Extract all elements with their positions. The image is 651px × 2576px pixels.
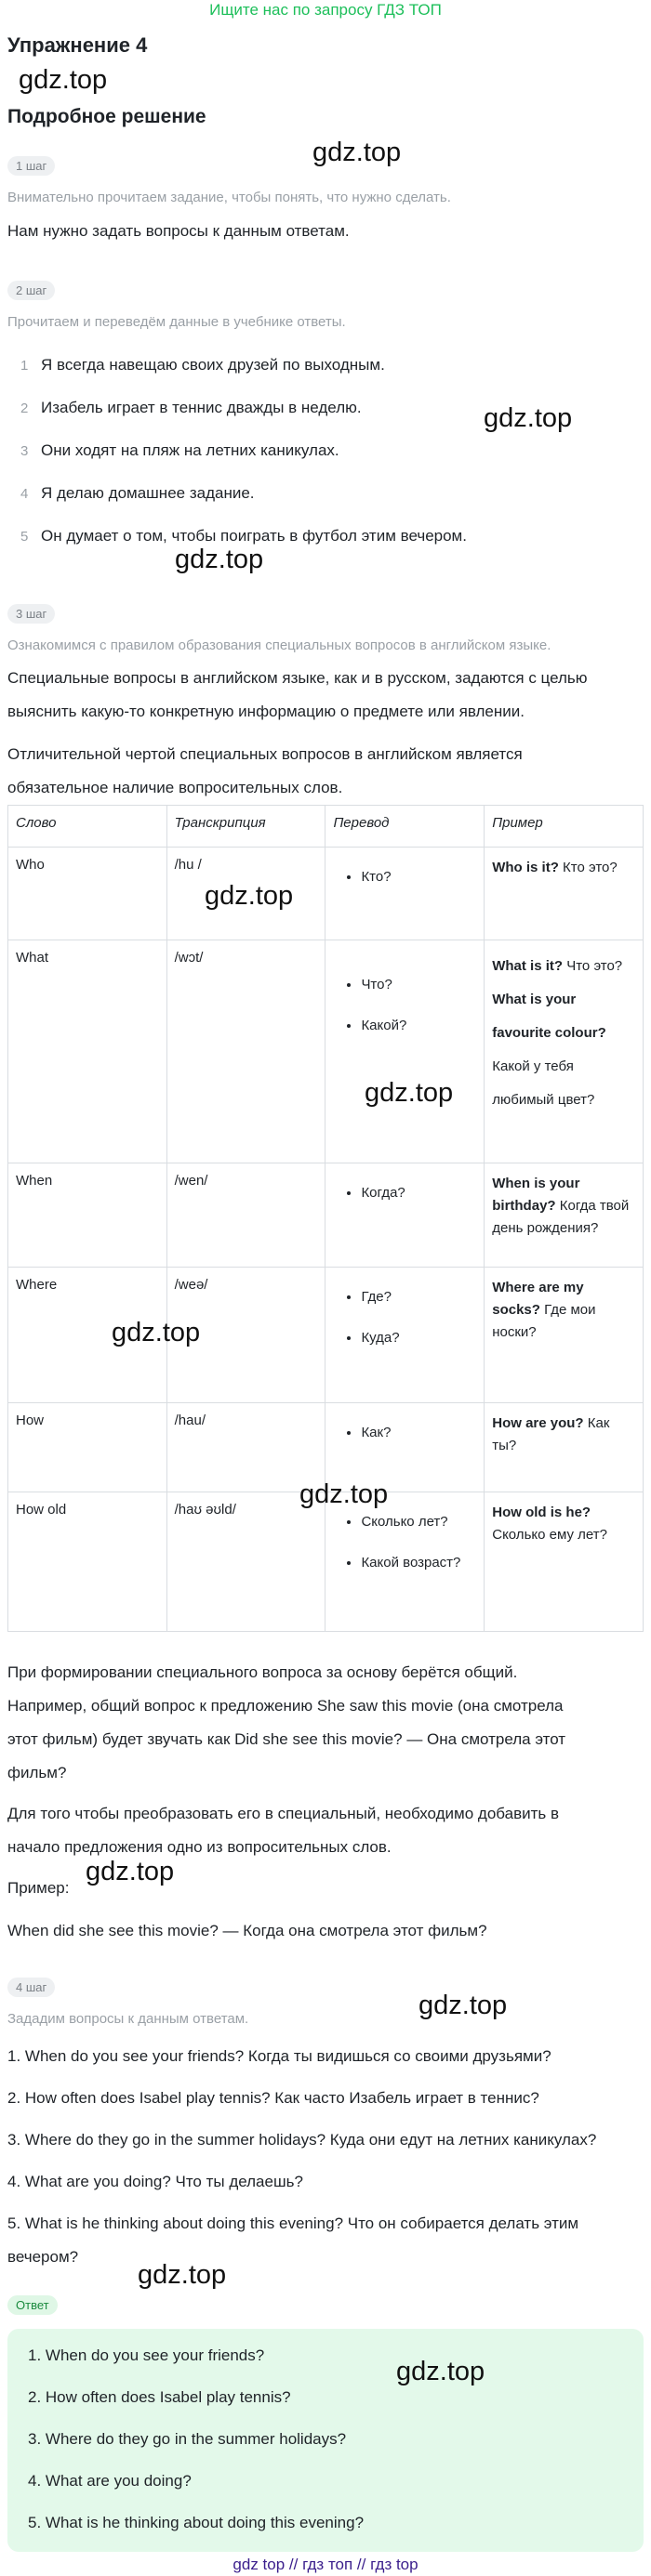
watermark: gdz.top: [484, 403, 573, 433]
table-cell-transcription: /wen/: [166, 1163, 326, 1268]
answer-box: [7, 2329, 644, 2552]
step3-paragraph: Отличительной чертой специальных вопросов в английском является обязательное наличие вопросительных слов.: [7, 745, 523, 796]
example-label: Пример:: [7, 1879, 70, 1897]
table-cell-translation: • Когда?: [326, 1163, 485, 1268]
watermark: gdz.top: [86, 1857, 175, 1886]
list-item: 3. Where do they go in the summer holidays? Куда они едут на летних каникулах?: [7, 2131, 597, 2149]
table-row: [8, 1163, 644, 1268]
step2-badge: 2 шаг: [7, 281, 55, 300]
list-item: 2 Изабель играет в теннис дважды в неделю.: [20, 399, 362, 416]
answer-item: 5. What is he thinking about doing this evening?: [28, 2514, 365, 2531]
table-row: [8, 848, 644, 940]
list-item: 3 Они ходят на пляж на летних каникулах.: [20, 441, 339, 459]
table-cell-translation: • Что? • Какой?: [326, 940, 485, 1163]
step3-paragraph: Для того чтобы преобразовать его в специальный, необходимо добавить в начало предложения одно из вопросительных слов.: [7, 1805, 559, 1856]
watermark: gdz.top: [138, 2260, 227, 2290]
table-cell-example: What is it? Что это? What is your favourite colour? Какой у тебя любимый цвет?: [485, 940, 644, 1163]
step3-badge: 3 шаг: [7, 604, 55, 624]
step3-paragraph: Специальные вопросы в английском языке, как и в русском, задаются с целью выяснить какую-то конкретную информацию о предмете или явлении.: [7, 669, 588, 720]
table-cell-word: Where: [8, 1268, 167, 1403]
list-item: 1 Я всегда навещаю своих друзей по выходным.: [20, 356, 385, 374]
answer-item: 2. How often does Isabel play tennis?: [28, 2388, 291, 2406]
table-cell-transcription: /weə/: [166, 1268, 326, 1403]
watermark: gdz.top: [205, 881, 294, 911]
watermark: gdz.top: [312, 138, 402, 167]
table-cell-word: How old: [8, 1492, 167, 1632]
table-cell-example: Where are my socks? Где мои носки?: [485, 1268, 644, 1403]
table-cell-translation: • Сколько лет? • Какой возраст?: [326, 1492, 485, 1632]
table-row: [8, 1268, 644, 1403]
watermark: gdz.top: [396, 2357, 485, 2386]
solution-subtitle: Подробное решение: [7, 106, 206, 127]
list-item: 4 Я делаю домашнее задание.: [20, 484, 255, 502]
table-cell-translation: • Как?: [326, 1403, 485, 1492]
list-item: 5 Он думает о том, чтобы поиграть в футбол этим вечером.: [20, 527, 467, 545]
table-cell-translation: • Кто?: [326, 848, 485, 940]
watermark: gdz.top: [19, 65, 108, 95]
header-example: Пример: [485, 806, 644, 848]
watermark: gdz.top: [418, 1991, 508, 2020]
table-cell-transcription: /wɔt/: [166, 940, 326, 1163]
header-transcription: Транскрипция: [166, 806, 326, 848]
list-item: 2. How often does Isabel play tennis? Как часто Изабель играет в теннис?: [7, 2089, 539, 2107]
step4-list: [7, 2035, 596, 2274]
header-word: Слово: [8, 806, 167, 848]
watermark: gdz.top: [365, 1078, 454, 1108]
answer-badge: Ответ: [7, 2295, 58, 2315]
table-cell-word: How: [8, 1403, 167, 1492]
list-item: 4. What are you doing? Что ты делаешь?: [7, 2173, 303, 2190]
list-item: 1. When do you see your friends? Когда ты видишься со своими друзьями?: [7, 2047, 551, 2065]
answer-item: 4. What are you doing?: [28, 2472, 192, 2490]
step2-list: [20, 344, 467, 558]
table-cell-example: How are you? Как ты?: [485, 1403, 644, 1492]
table-cell-word: When: [8, 1163, 167, 1268]
step4-hint: Зададим вопросы к данным ответам.: [7, 2011, 249, 2027]
table-cell-word: Who: [8, 848, 167, 940]
example-text: When did she see this movie? — Когда она смотрела этот фильм?: [7, 1922, 487, 1939]
watermark: gdz.top: [299, 1479, 389, 1509]
footer-links[interactable]: gdz top // гдз топ // гдз top: [232, 2556, 418, 2573]
exercise-title: Упражнение 4: [7, 33, 148, 57]
list-item: 5. What is he thinking about doing this evening? Что он собирается делать этим вечером?: [7, 2215, 579, 2266]
table-cell-example: When is your birthday? Когда твой день рождения?: [485, 1163, 644, 1268]
step3-paragraph: При формировании специального вопроса за основу берётся общий. Например, общий вопрос к предложению She saw this movie (она смотрела этот фильм) будет звучать как Did she see this movie? — Она смотрела этот фильм?: [7, 1663, 566, 1781]
watermark: gdz.top: [175, 545, 264, 574]
table-cell-transcription: /hu /: [166, 848, 326, 940]
step1-hint: Внимательно прочитаем задание, чтобы понять, что нужно сделать.: [7, 190, 451, 205]
step3-hint: Ознакомимся с правилом образования специальных вопросов в английском языке.: [7, 637, 551, 653]
step1-text: Нам нужно задать вопросы к данным ответам.: [7, 222, 350, 240]
table-row: [8, 1492, 644, 1632]
table-cell-transcription: /haʊ əʊld/: [166, 1492, 326, 1632]
step2-hint: Прочитаем и переведём данные в учебнике ответы.: [7, 314, 346, 330]
answer-item: 1. When do you see your friends?: [28, 2346, 265, 2364]
table-row: [8, 940, 644, 1163]
step1-badge: 1 шаг: [7, 156, 55, 176]
watermark: gdz.top: [112, 1318, 201, 1347]
answer-item: 3. Where do they go in the summer holidays?: [28, 2430, 347, 2448]
table-cell-translation: • Где? • Куда?: [326, 1268, 485, 1403]
table-cell-word: What: [8, 940, 167, 1163]
top-banner: Ищите нас по запросу ГДЗ ТОП: [209, 1, 442, 19]
table-cell-transcription: /hau/: [166, 1403, 326, 1492]
step4-badge: 4 шаг: [7, 1978, 55, 1997]
header-translation: Перевод: [326, 806, 485, 848]
table-cell-example: How old is he? Сколько ему лет?: [485, 1492, 644, 1632]
table-cell-example: Who is it? Кто это?: [485, 848, 644, 940]
table-header-row: [8, 806, 644, 848]
